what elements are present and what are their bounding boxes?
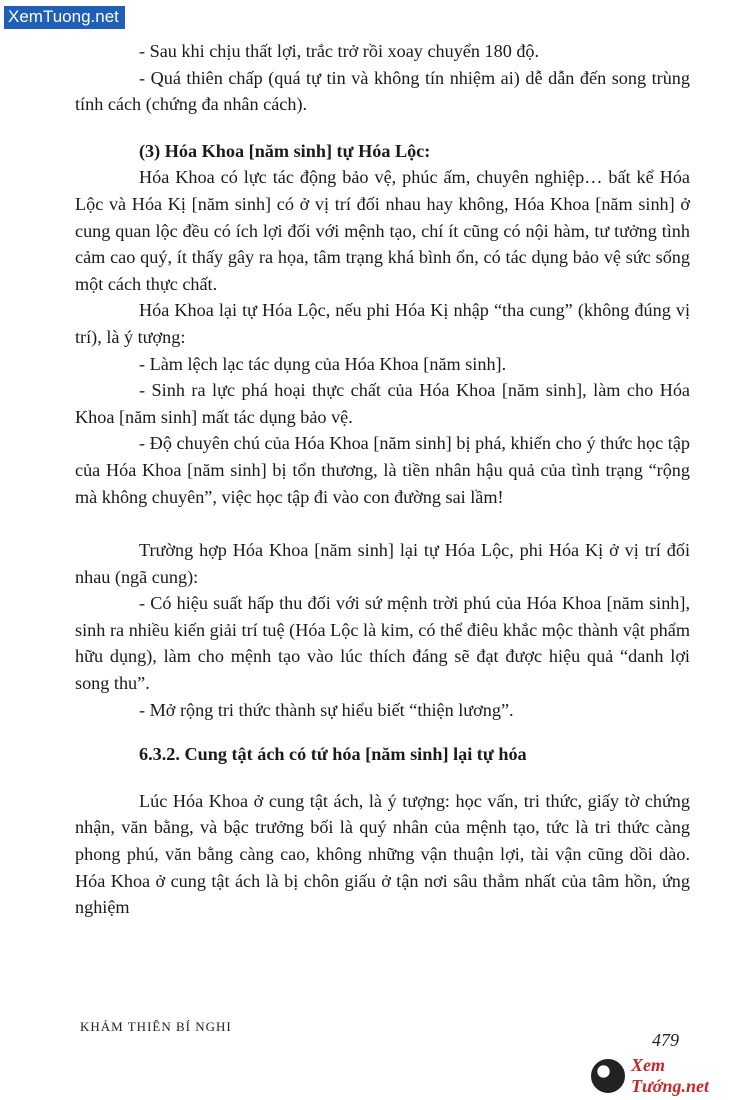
paragraph: Hóa Khoa có lực tác động bảo vệ, phúc ấm, chuyên nghiệp… bất kể Hóa Lộc và Hóa Kị [năm sinh] có ở vị trí đối nhau hay không, Hóa Khoa [năm sinh] ở cung quan lộc đều có ích lợi đối với mệnh tạo, chí ít cũng có nội hàm, tư tưởng tình cảm cao quý, ít thấy gây ra họa, tâm trạng khá bình ổn, có tác dụng bảo vệ sức sống một cách thực chất. (75, 167, 690, 294)
section-heading: 6.3.2. Cung tật ách có tứ hóa [năm sinh] lại tự hóa (139, 744, 527, 765)
paragraph: - Sinh ra lực phá hoại thực chất của Hóa Khoa [năm sinh], làm cho Hóa Khoa [năm sinh] mất tác dụng bảo vệ. (75, 380, 690, 427)
paragraph: - Mở rộng tri thức thành sự hiểu biết “thiện lương”. (139, 699, 514, 720)
yin-yang-icon (591, 1059, 625, 1093)
page-body (75, 38, 690, 921)
subheading: (3) Hóa Khoa [năm sinh] tự Hóa Lộc: (139, 140, 431, 161)
brand-text: Xem Tướng.net (631, 1055, 709, 1096)
paragraph: - Độ chuyên chú của Hóa Khoa [năm sinh] bị phá, khiến cho ý thức học tập của Hóa Khoa [năm sinh] bị tổn thương, là tiền nhân hậu quả của tình trạng “rộng mà không chuyên”, việc học tập đi vào con đường sai lầm! (75, 433, 690, 507)
running-footer-title: KHẢM THIÊN BÍ NGHI (80, 1019, 232, 1034)
brand-watermark (591, 1056, 747, 1096)
paragraph: - Quá thiên chấp (quá tự tin và không tín nhiệm ai) dễ dẫn đến song trùng tính cách (chứng đa nhân cách). (75, 67, 690, 115)
site-watermark: XemTuong.net (4, 6, 125, 29)
paragraph: - Sau khi chịu thất lợi, trắc trở rồi xoay chuyển 180 độ. (139, 41, 540, 61)
paragraph: - Làm lệch lạc tác dụng của Hóa Khoa [năm sinh]. (139, 353, 507, 374)
paragraph: Lúc Hóa Khoa ở cung tật ách, là ý tượng: học vấn, tri thức, giấy tờ chứng nhận, văn bằng, và bậc trưởng bối là quý nhân của mệnh tạo, tức là tri thức càng phong phú, văn bằng càng cao, không những vận thuận lợi, tài vận cũng dồi dào. Hóa Khoa ở cung tật ách là bị chôn giấu ở tận nơi sâu thẳm nhất của tâm hồn, ứng nghiệm (75, 790, 690, 918)
paragraph: - Có hiệu suất hấp thu đối với sứ mệnh trời phú của Hóa Khoa [năm sinh], sinh ra nhiều kiến giải trí tuệ (Hóa Lộc là kim, có thể điêu khắc mộc thành vật phẩm hữu dụng), làm cho mệnh tạo vào lúc thích đáng sẽ đạt được hiệu quả “danh lợi song thu”. (75, 593, 690, 694)
page-number: 479 (652, 1030, 679, 1050)
paragraph: Trường hợp Hóa Khoa [năm sinh] lại tự Hóa Lộc, phi Hóa Kị ở vị trí đối nhau (ngã cung): (75, 540, 690, 587)
paragraph: Hóa Khoa lại tự Hóa Lộc, nếu phi Hóa Kị nhập “tha cung” (không đúng vị trí), là ý tượng: (75, 300, 690, 347)
